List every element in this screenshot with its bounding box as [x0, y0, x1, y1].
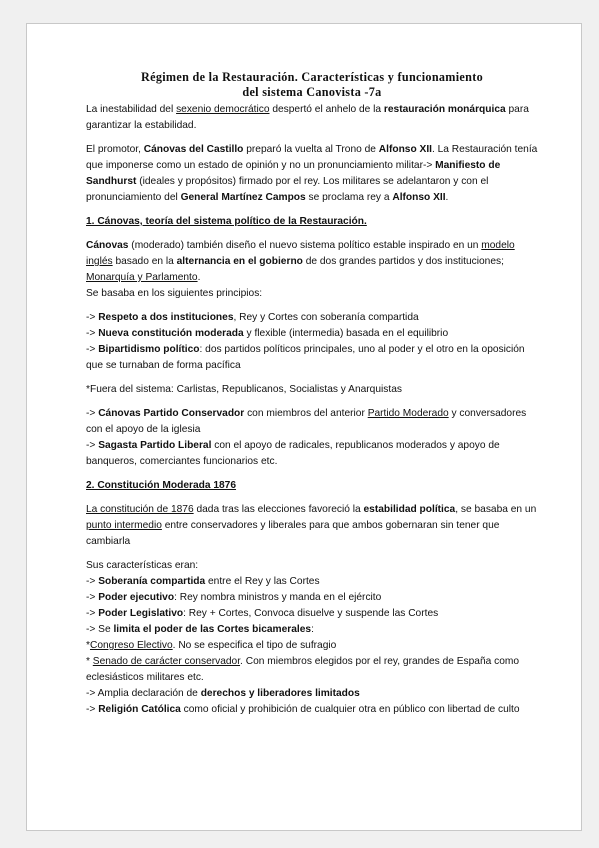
underlined-term: punto intermedio: [86, 520, 162, 531]
underlined-term: Monarquía y Parlamento: [86, 272, 198, 283]
section-1-paragraph: [86, 238, 538, 286]
bold-term: Cánovas: [86, 240, 129, 251]
text: .: [445, 192, 449, 203]
text: . No se especifica el tipo de sufragio: [172, 640, 337, 651]
text: (ideales y propósitos) firmado por el rey. Los militares se adelantaron y con el pronunciamiento del: [86, 176, 489, 203]
bold-term: Bipartidismo político: [98, 344, 200, 355]
feature-item: [86, 606, 538, 622]
text: con el apoyo de radicales, republicanos moderados y apoyo de banqueros, comerciantes funcionarios etc.: [86, 440, 500, 467]
text: (moderado) también diseño el nuevo sistema político estable inspirado en un: [128, 240, 482, 251]
text: y flexible (intermedia) basada en el equilibrio: [243, 328, 449, 339]
underlined-term: modelo inglés: [86, 240, 515, 267]
asterisk-marker: *: [86, 656, 93, 667]
text: : dos partidos políticos principales, uno al poder y el otro en la oposición que se turnaban de forma pacífica: [86, 344, 525, 371]
text: despertó el anhelo de la: [269, 104, 384, 115]
arrow-marker: ->: [86, 576, 99, 587]
underlined-term: La constitución de 1876: [86, 504, 194, 515]
principle-item: [86, 326, 538, 342]
arrow-marker: ->: [86, 608, 99, 619]
bold-term: Poder Legislativo: [98, 608, 184, 619]
congreso-item: [86, 638, 538, 654]
section-2-paragraph: [86, 502, 538, 550]
outside-system-note: *Fuera del sistema: Carlistas, Republicanos, Socialistas y Anarquistas: [86, 384, 402, 395]
intro-paragraph: [86, 102, 538, 134]
promotor-paragraph: [86, 142, 538, 206]
text: : Rey nombra ministros y manda en el ejército: [174, 592, 382, 603]
arrow-marker: ->: [86, 408, 99, 419]
feature-item: [86, 574, 538, 590]
document-page: [26, 23, 582, 831]
arrow-marker: ->: [86, 312, 99, 323]
bold-term: Alfonso XII: [378, 144, 432, 155]
bold-term: General Martínez Campos: [180, 192, 306, 203]
arrow-marker: ->: [86, 344, 99, 355]
arrow-marker: -> Se: [86, 624, 114, 635]
section-2-heading: 2. Constitución Moderada 1876: [86, 480, 237, 491]
text: , Rey y Cortes con soberanía compartida: [233, 312, 419, 323]
document-content: [86, 70, 538, 718]
underlined-term: Senado de carácter conservador: [92, 656, 241, 667]
bold-term: derechos y liberadores limitados: [200, 688, 360, 699]
text: de dos grandes partidos y dos instituciones;: [302, 256, 504, 267]
text: basado en la: [112, 256, 177, 267]
text: se proclama rey a: [305, 192, 393, 203]
text: . Con miembros elegidos por el rey, grandes de España como eclesiásticos militares etc.: [86, 656, 520, 683]
arrow-marker: ->: [86, 328, 99, 339]
title-line-1: Régimen de la Restauración. Características y funcionamiento: [141, 70, 483, 84]
text: El promotor,: [86, 144, 144, 155]
bold-term: limita el poder de las Cortes bicamerales: [113, 624, 312, 635]
bold-term: estabilidad política: [363, 504, 456, 515]
text: entre el Rey y las Cortes: [205, 576, 320, 587]
text: preparó la vuelta al Trono de: [243, 144, 379, 155]
title-line-2: del sistema Canovista -7a: [242, 85, 382, 99]
arrow-marker: ->: [86, 440, 99, 451]
text: La inestabilidad del: [86, 104, 177, 115]
bold-term: Poder ejecutivo: [98, 592, 175, 603]
feature-item: [86, 622, 538, 638]
principle-item: [86, 342, 538, 374]
text: dada tras las elecciones favoreció la: [193, 504, 364, 515]
section-1-heading: 1. Cánovas, teoría del sistema político de la Restauración.: [86, 216, 367, 227]
text: con miembros del anterior: [244, 408, 368, 419]
text: entre conservadores y liberales para que ambos gobernaran sin tener que cambiarla: [86, 520, 500, 547]
bold-term: Sagasta Partido Liberal: [98, 440, 212, 451]
party-conservador: [86, 406, 538, 438]
bold-term: alternancia en el gobierno: [176, 256, 303, 267]
asterisk-marker: *: [86, 640, 90, 651]
party-liberal: [86, 438, 538, 470]
text: como oficial y prohibición de cualquier otra en público con libertad de culto: [180, 704, 520, 715]
principle-item: [86, 310, 538, 326]
senado-item: [86, 654, 538, 686]
text: -> Amplia declaración de: [86, 688, 201, 699]
underlined-term: Congreso Electivo: [89, 640, 173, 651]
text: :: [311, 624, 314, 635]
bold-term: Cánovas del Castillo: [143, 144, 244, 155]
text: , se basaba en un: [455, 504, 537, 515]
text: . La Restauración tenía que imponerse como un estado de opinión y no un pronunciamiento militar->: [86, 144, 538, 171]
bold-term: Religión Católica: [98, 704, 181, 715]
document-title: [86, 70, 538, 100]
underlined-term: sexenio democrático: [176, 104, 270, 115]
text: : Rey + Cortes, Convoca disuelve y suspende las Cortes: [183, 608, 439, 619]
text: .: [197, 272, 201, 283]
arrow-marker: ->: [86, 592, 99, 603]
derechos-item: [86, 686, 538, 702]
bold-term: Alfonso XII: [392, 192, 446, 203]
bold-term: Manifiesto de Sandhurst: [86, 160, 501, 187]
text: y conversadores con el apoyo de la iglesia: [86, 408, 527, 435]
bold-term: Nueva constitución moderada: [98, 328, 244, 339]
bold-term: Soberanía compartida: [98, 576, 206, 587]
bold-term: Cánovas Partido Conservador: [98, 408, 245, 419]
text: para garantizar la estabilidad.: [86, 104, 529, 131]
features-intro: Sus características eran:: [86, 560, 199, 571]
feature-item: [86, 590, 538, 606]
bold-term: Respeto a dos instituciones: [98, 312, 234, 323]
bold-term: restauración monárquica: [383, 104, 506, 115]
underlined-term: Partido Moderado: [367, 408, 449, 419]
religion-item: [86, 702, 538, 718]
principles-intro: Se basaba en los siguientes principios:: [86, 288, 263, 299]
arrow-marker: ->: [86, 704, 99, 715]
